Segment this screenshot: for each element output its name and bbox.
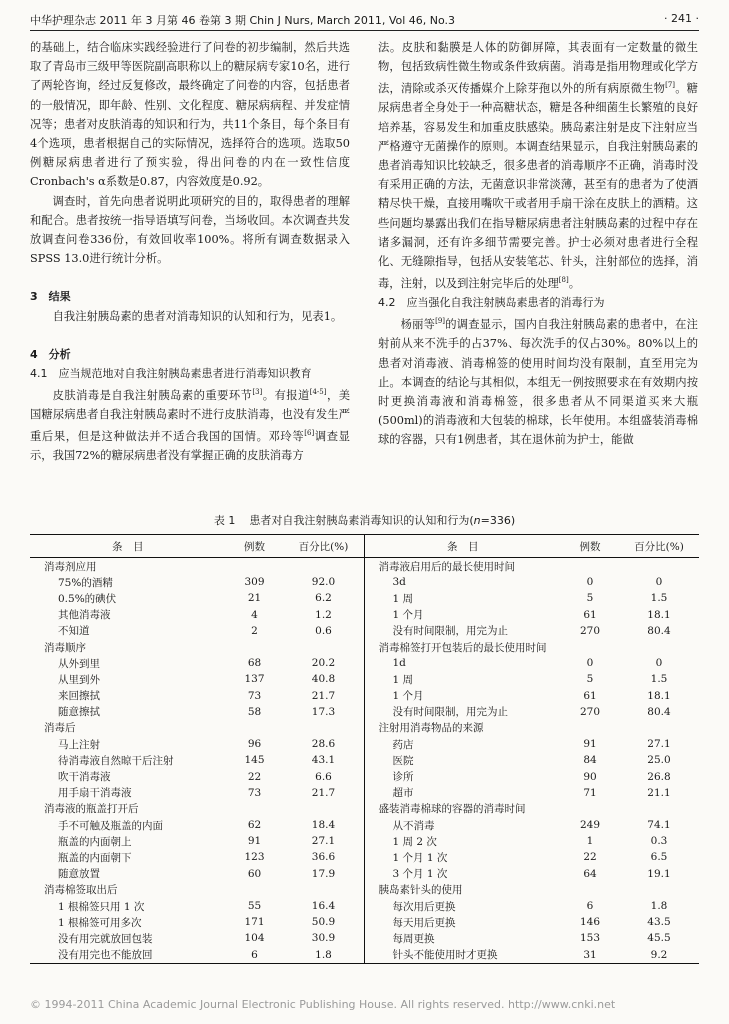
cell-item: 0.5%的碘伏 <box>58 592 117 605</box>
cell-percent <box>619 639 699 655</box>
cell-percent: 19.1 <box>647 867 671 880</box>
cell-item: 1 周 2 次 <box>392 835 437 848</box>
cell-count: 2 <box>251 624 258 637</box>
cell-percent <box>284 882 365 898</box>
cell-percent: 6.6 <box>315 770 332 783</box>
cell-item: 吹干消毒液 <box>58 771 111 784</box>
cell-percent: 6.2 <box>315 592 332 605</box>
cell-count: 153 <box>579 932 601 945</box>
table-category-row <box>365 639 700 655</box>
table-row <box>30 833 364 849</box>
table-row <box>30 623 364 639</box>
paragraph-disinfection: 法。皮肤和黏膜是人体的防御屏障，其表面有一定数量的微生物，包括致病性微生物或条件致病菌。消毒是指用物理或化学方法，清除或杀灭传播媒介上除芽孢以外的所有病原微生物[7]。糖尿病患者全身处于一种高糖状态，糖是各种细菌生长繁殖的良好培养基，容易发生和加重皮肤感染。胰岛素注射是皮下注射应当严格遵守无菌操作的原则。本调查结果显示，自我注射胰岛素的患者消毒知识比较缺乏，很多患者的消毒顺序不正确，消毒时没有采用正确的方法，无菌意识非常淡薄，甚至有的患者为了使酒精尽快干燥，直接用嘴吹干或者用手扇干涂在皮肤上的酒精。这些问题均暴露出我们在指导糖尿病患者注射胰岛素的过程中存在诸多漏洞，还有许多细节需要完善。护士必须对患者进行全程化、无缝隙指导，包括从安装笔芯、针头，注射部位的选择，消毒，注射，以及到注射完毕后的处理[8]。 <box>378 41 698 290</box>
table-category-row <box>365 720 700 736</box>
cell-percent: 40.8 <box>311 673 336 686</box>
table-title: 患者对自我注射胰岛素消毒知识的认知和行为(n=336) <box>249 514 516 527</box>
table-row <box>30 930 364 946</box>
cell-count: 64 <box>583 867 597 880</box>
cell-percent: 45.5 <box>647 932 671 945</box>
cell-item: 3 个月 1 次 <box>392 868 448 881</box>
table-row <box>30 817 364 833</box>
table-row <box>365 898 700 914</box>
paragraph-4-1: 皮肤消毒是自我注射胰岛素的重要环节[3]。有报道[4-5]，美国糖尿病患者自我注射胰岛素时不进行皮肤消毒，也没有发生严重后果，但是这种做法并不适合我国的国情。邓玲等[6]调查显示，我国72%的糖尿病患者没有掌握正确的皮肤消毒方 <box>30 388 350 463</box>
cell-item: 用手扇干消毒液 <box>58 787 132 800</box>
cell-item: 消毒棉签打开包装后的最长使用时间 <box>378 641 547 654</box>
cell-item: 从外到里 <box>58 657 100 670</box>
cell-percent: 17.9 <box>311 867 336 880</box>
table-row <box>30 688 364 704</box>
copyright-watermark: © 1994-2011 China Academic Journal Electronic Publishing House. All rights reserved. http://www.cnki.net <box>30 998 616 1011</box>
cell-count: 68 <box>247 657 262 670</box>
cell-count: 91 <box>583 738 597 751</box>
table-row <box>30 914 364 930</box>
cell-count: 309 <box>244 576 265 589</box>
cell-count: 96 <box>247 738 262 751</box>
cell-count: 270 <box>579 705 601 718</box>
citation-ref: [3] <box>252 388 263 397</box>
cell-item: 消毒后 <box>44 722 76 735</box>
cell-item: 每周更换 <box>392 932 435 945</box>
table-row <box>365 671 700 687</box>
cell-count: 104 <box>244 932 265 945</box>
table-row <box>30 785 364 801</box>
cell-percent: 28.6 <box>311 738 336 751</box>
cell-percent: 0.6 <box>315 624 332 637</box>
table-row <box>365 817 700 833</box>
cell-item: 消毒液的瓶盖打开后 <box>44 803 139 816</box>
cell-count: 62 <box>247 819 262 832</box>
cell-count: 6 <box>251 948 258 961</box>
cell-percent: 50.9 <box>311 916 336 929</box>
cell-item: 消毒棉签取出后 <box>44 884 118 897</box>
cell-count: 60 <box>247 867 262 880</box>
cell-count: 73 <box>247 786 262 799</box>
table-category-row <box>30 882 364 898</box>
column-header-item: 条 目 <box>365 535 562 558</box>
cell-item: 1 周 <box>392 592 414 605</box>
section-heading-results: 3 结果 <box>30 290 71 304</box>
cell-percent: 25.0 <box>647 754 671 767</box>
table-row <box>30 574 364 590</box>
cell-count: 58 <box>247 705 262 718</box>
cell-percent <box>619 720 699 736</box>
citation-ref: [7] <box>665 81 676 90</box>
cell-item: 盛装消毒棉球的容器的消毒时间 <box>378 803 526 816</box>
citation-ref: [4-5] <box>309 388 327 397</box>
cell-percent: 21.1 <box>647 786 671 799</box>
table-category-row <box>30 801 364 817</box>
cell-count: 90 <box>583 770 597 783</box>
cell-count <box>226 558 284 575</box>
cell-count: 5 <box>586 592 594 605</box>
cell-percent: 80.4 <box>647 624 671 637</box>
cell-percent: 27.1 <box>647 738 671 751</box>
table-row <box>30 590 364 606</box>
cell-count: 5 <box>586 673 594 686</box>
cell-count: 270 <box>579 624 601 637</box>
cell-item: 1 个月 <box>392 609 424 622</box>
cell-count: 22 <box>247 770 262 783</box>
table-row <box>30 849 364 865</box>
cell-item: 从里到外 <box>58 673 100 686</box>
cell-count <box>561 558 619 575</box>
cell-percent <box>284 801 365 817</box>
table-right-half <box>365 535 700 963</box>
table-label: 表 1 <box>213 514 236 527</box>
column-header-percent: 百分比(%) <box>619 535 699 558</box>
cell-item: 每次用后更换 <box>392 900 456 913</box>
table-category-row <box>30 639 364 655</box>
running-header <box>30 8 699 31</box>
table-category-row <box>365 801 700 817</box>
cell-item: 1 周 <box>392 673 414 686</box>
cell-count: 4 <box>251 608 258 621</box>
cell-percent: 17.3 <box>311 705 336 718</box>
table-left-half <box>30 535 365 963</box>
cell-item: 每天用后更换 <box>392 916 456 929</box>
cell-percent: 1.8 <box>315 948 332 961</box>
cell-percent: 18.1 <box>647 689 671 702</box>
subsection-heading-4-2: 4.2 应当强化自我注射胰岛素患者的消毒行为 <box>378 296 605 310</box>
citation-ref: [9] <box>435 317 446 326</box>
citation-ref: [6] <box>304 429 315 438</box>
cell-item: 瓶盖的内面朝上 <box>58 835 132 848</box>
table-row <box>365 849 700 865</box>
cell-percent: 20.2 <box>311 657 336 670</box>
cell-item: 超市 <box>392 787 414 800</box>
cell-percent: 21.7 <box>311 786 336 799</box>
table-row <box>30 704 364 720</box>
cell-percent <box>619 882 699 898</box>
cell-item: 75%的酒精 <box>58 576 113 589</box>
cell-count <box>561 801 619 817</box>
cell-count: 61 <box>583 689 597 702</box>
table-row <box>365 768 700 784</box>
table-category-row <box>365 558 700 575</box>
cell-percent: 1.2 <box>315 608 332 621</box>
cell-item: 从不消毒 <box>392 819 435 832</box>
cell-item: 消毒剂应用 <box>44 560 97 573</box>
cell-percent: 0 <box>655 657 663 670</box>
cell-item: 马上注射 <box>58 738 100 751</box>
subsection-heading-4-1: 4.1 应当规范地对自我注射胰岛素患者进行消毒知识教育 <box>30 367 312 381</box>
table-row <box>30 607 364 623</box>
column-header-count: 例数 <box>561 535 619 558</box>
cell-percent: 43.1 <box>311 754 336 767</box>
cell-count: 84 <box>583 754 597 767</box>
cell-item: 诊所 <box>392 771 414 784</box>
cell-count: 31 <box>583 948 597 961</box>
cell-percent: 43.5 <box>647 916 671 929</box>
cell-percent: 0 <box>655 576 663 589</box>
column-header-percent: 百分比(%) <box>284 535 365 558</box>
paragraph-4-2: 杨丽等[9]的调查显示，国内自我注射胰岛素的患者中，在注射前从来不洗手的占37%、每次洗手的仅占30%。80%以上的患者对消毒液、消毒棉签的使用时间均没有限制，直至用完为止。本调查的结论与其相似，本组无一例按照要求在有效期内按时更换消毒液和消毒棉签，很多患者从不同渠道买来大瓶(500ml)的消毒液和大包装的棉球，长年使用。本组盛装消毒棉球的容器，只有1例患者，其在退休前为护士，能做 <box>378 317 698 447</box>
cell-item: 没有用完就放回包装 <box>58 932 153 945</box>
table-row <box>365 785 700 801</box>
cell-percent <box>619 558 699 575</box>
left-column <box>30 38 350 466</box>
cell-item: 没有用完也不能放回 <box>58 949 153 962</box>
table-category-row <box>30 720 364 736</box>
page-number: · 241 · <box>664 12 699 25</box>
cell-item: 没有时间限制，用完为止 <box>392 706 508 719</box>
cell-count <box>561 639 619 655</box>
paragraph-survey: 调查时，首先向患者说明此项研究的目的，取得患者的理解和配合。患者按统一指导语填写问卷，当场收回。本次调查共发放调查问卷336份，有效回收率100%。将所有调查数据录入SPSS 13.0进行统计分析。 <box>30 194 350 266</box>
cell-count: 71 <box>583 786 597 799</box>
citation-ref: [8] <box>558 276 569 285</box>
table-row <box>365 623 700 639</box>
section-heading-analysis: 4 分析 <box>30 347 71 361</box>
cell-item: 随意放置 <box>58 868 100 881</box>
table-1 <box>30 512 699 964</box>
cell-percent: 80.4 <box>647 705 671 718</box>
cell-item: 没有时间限制，用完为止 <box>392 625 508 638</box>
cell-count <box>226 882 284 898</box>
table-row <box>30 947 364 963</box>
cell-percent <box>284 558 365 575</box>
cell-percent: 74.1 <box>647 819 671 832</box>
cell-item: 胰岛素针头的使用 <box>378 884 463 897</box>
cell-count: 0 <box>586 657 594 670</box>
table-row <box>365 752 700 768</box>
cell-count: 6 <box>586 900 594 913</box>
column-header-item: 条 目 <box>30 535 226 558</box>
cell-item: 3d <box>392 576 406 589</box>
table-row <box>30 898 364 914</box>
table-row <box>365 607 700 623</box>
cell-item: 待消毒液自然晾干后注射 <box>58 754 174 767</box>
cell-percent: 1.8 <box>650 900 668 913</box>
cell-count <box>561 720 619 736</box>
table-row <box>365 930 700 946</box>
cell-item: 瓶盖的内面朝下 <box>58 851 132 864</box>
cell-percent: 36.6 <box>311 851 336 864</box>
cell-percent: 30.9 <box>311 932 336 945</box>
cell-item: 1 个月 <box>392 690 424 703</box>
cell-percent: 1.5 <box>650 592 668 605</box>
cell-percent: 0.3 <box>650 835 668 848</box>
table-row <box>365 736 700 752</box>
cell-percent <box>284 639 365 655</box>
cell-count <box>226 801 284 817</box>
cell-percent: 26.8 <box>647 770 671 783</box>
right-column <box>378 38 698 450</box>
cell-percent: 6.5 <box>650 851 668 864</box>
table-row <box>365 947 700 963</box>
journal-citation: 中华护理杂志 2011 年 3 月第 46 卷第 3 期 Chin J Nurs, March 2011, Vol 46, No.3 <box>30 14 456 27</box>
cell-item: 消毒液启用后的最长使用时间 <box>378 560 515 573</box>
cell-percent: 27.1 <box>311 835 336 848</box>
table-row <box>30 866 364 882</box>
cell-percent: 18.1 <box>647 608 671 621</box>
cell-count: 249 <box>579 819 601 832</box>
cell-count: 145 <box>244 754 265 767</box>
table-row <box>30 752 364 768</box>
column-header-count: 例数 <box>226 535 284 558</box>
table-row <box>30 768 364 784</box>
cell-item: 手不可触及瓶盖的内面 <box>58 819 163 832</box>
table-row <box>365 704 700 720</box>
cell-count: 0 <box>586 576 594 589</box>
cell-percent <box>619 801 699 817</box>
cell-percent: 18.4 <box>311 819 336 832</box>
table-row <box>365 688 700 704</box>
table-category-row <box>30 558 364 575</box>
table-row <box>365 655 700 671</box>
cell-count: 123 <box>244 851 265 864</box>
table-caption <box>30 512 699 528</box>
cell-item: 1d <box>392 657 406 670</box>
table-row <box>30 671 364 687</box>
cell-count: 1 <box>586 835 594 848</box>
cell-count: 21 <box>247 592 262 605</box>
cell-item: 1 个月 1 次 <box>392 851 448 864</box>
cell-count: 137 <box>244 673 265 686</box>
table-row <box>365 590 700 606</box>
cell-item: 注射用消毒物品的来源 <box>378 722 484 735</box>
cell-item: 医院 <box>392 754 414 767</box>
cell-percent: 16.4 <box>311 900 336 913</box>
cell-item: 1 根棉签只用 1 次 <box>58 900 145 913</box>
cell-percent: 9.2 <box>650 948 668 961</box>
cell-percent: 21.7 <box>311 689 336 702</box>
cell-count: 146 <box>579 916 601 929</box>
cell-item: 不知道 <box>58 625 90 638</box>
table-row <box>365 866 700 882</box>
cell-item: 其他消毒液 <box>58 609 111 622</box>
cell-item: 随意擦拭 <box>58 706 100 719</box>
cell-count <box>226 639 284 655</box>
cell-count: 61 <box>583 608 597 621</box>
cell-count: 73 <box>247 689 262 702</box>
cell-count <box>226 720 284 736</box>
table-row <box>30 655 364 671</box>
cell-item: 针头不能使用时才更换 <box>392 949 498 962</box>
cell-item: 来回擦拭 <box>58 690 100 703</box>
table-row <box>365 914 700 930</box>
paragraph-results: 自我注射胰岛素的患者对消毒知识的认知和行为，见表1。 <box>52 309 343 323</box>
cell-count <box>561 882 619 898</box>
cell-percent <box>284 720 365 736</box>
cell-item: 1 根棉签可用多次 <box>58 916 142 929</box>
cell-item: 药店 <box>392 738 414 751</box>
table-row <box>30 736 364 752</box>
cell-item: 消毒顺序 <box>44 641 86 654</box>
table-category-row <box>365 882 700 898</box>
cell-percent: 92.0 <box>311 576 336 589</box>
cell-count: 91 <box>247 835 262 848</box>
table-row <box>365 574 700 590</box>
cell-count: 171 <box>244 916 265 929</box>
cell-count: 55 <box>247 900 262 913</box>
table-row <box>365 833 700 849</box>
cell-count: 22 <box>583 851 597 864</box>
paragraph-methods: 的基础上，结合临床实践经验进行了问卷的初步编制，然后共选取了青岛市三级甲等医院副高职称以上的糖尿病专家10名，进行了两轮咨询，经过反复修改，最终确定了问卷的内容，包括患者的一般情况，即年龄、性别、文化程度、糖尿病病程、并发症情况等；患者对皮肤消毒的知识和行为，共11个条目，每个条目有4个选项，患者根据自己的实际情况，选择符合的选项。选取50例糖尿病患者进行了预实验，得出问卷的内在一致性信度Cronbach's α系数是0.87，内容效度是0.92。 <box>30 41 350 189</box>
cell-percent: 1.5 <box>650 673 668 686</box>
